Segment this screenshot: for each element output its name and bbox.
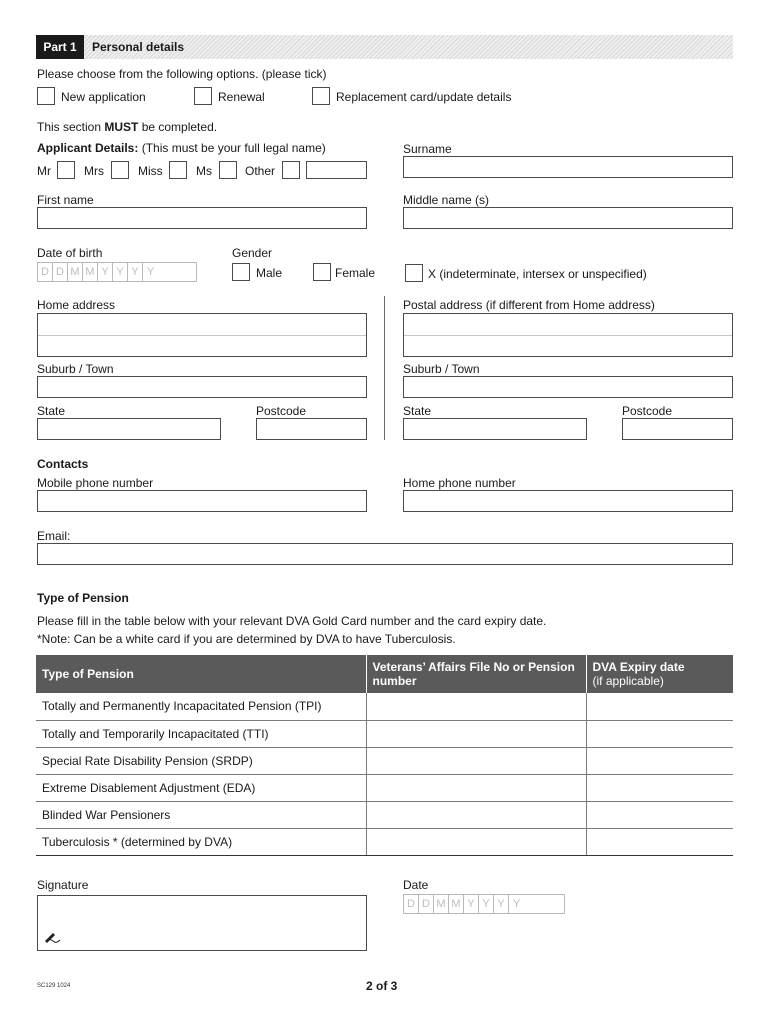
home-state-label: State xyxy=(37,404,66,418)
part-title: Personal details xyxy=(92,40,185,54)
dob-label: Date of birth xyxy=(37,246,103,260)
middle-name-label: Middle name (s) xyxy=(403,193,490,207)
postal-suburb-input[interactable] xyxy=(403,376,733,398)
title-mr-label: Mr xyxy=(37,164,51,178)
expiry-date-input[interactable] xyxy=(586,828,733,855)
file-number-input[interactable] xyxy=(366,747,586,774)
surname-input[interactable] xyxy=(403,156,733,178)
page-number: 2 of 3 xyxy=(366,979,398,993)
file-number-input[interactable] xyxy=(366,720,586,747)
renewal-label: Renewal xyxy=(218,90,265,104)
date-cell: M xyxy=(434,895,449,913)
home-postcode-input[interactable] xyxy=(256,418,367,440)
signature-label: Signature xyxy=(37,878,89,892)
email-label: Email: xyxy=(37,529,71,543)
date-cell: D xyxy=(404,895,419,913)
col-file-header: Veterans’ Affairs File No or Pension number xyxy=(366,655,586,693)
pension-heading: Type of Pension xyxy=(37,591,129,605)
mobile-input[interactable] xyxy=(37,490,367,512)
table-row xyxy=(36,774,733,801)
section-note: This section MUST be completed. xyxy=(37,120,218,134)
file-number-input[interactable] xyxy=(366,693,586,720)
options-prompt: Please choose from the following options. (please tick) xyxy=(37,67,327,81)
title-other-checkbox[interactable] xyxy=(282,161,300,179)
pension-type-cell: Totally and Temporarily Incapacitated (TTI) xyxy=(36,720,366,747)
expiry-date-input[interactable] xyxy=(586,774,733,801)
pension-note: *Note: Can be a white card if you are determined by DVA to have Tuberculosis. xyxy=(37,632,456,646)
pension-instruction: Please fill in the table below with your relevant DVA Gold Card number and the card expiry date. xyxy=(37,614,547,628)
renewal-checkbox[interactable] xyxy=(194,87,212,105)
table-row xyxy=(36,747,733,774)
part-header xyxy=(36,35,733,59)
pension-type-cell: Extreme Disablement Adjustment (EDA) xyxy=(36,774,366,801)
postal-postcode-label: Postcode xyxy=(622,404,673,418)
first-name-label: First name xyxy=(37,193,94,207)
date-cell: Y xyxy=(512,898,521,910)
email-input[interactable] xyxy=(37,543,733,565)
gender-male-label: Male xyxy=(256,266,283,280)
home-state-input[interactable] xyxy=(37,418,221,440)
date-cell: M xyxy=(449,895,464,913)
home-suburb-label: Suburb / Town xyxy=(37,362,114,376)
title-mrs-label: Mrs xyxy=(84,164,104,178)
title-mrs-checkbox[interactable] xyxy=(111,161,129,179)
dob-cell: Y xyxy=(98,263,113,281)
dob-input[interactable] xyxy=(37,262,197,282)
dob-cell: Y xyxy=(113,263,128,281)
home-suburb-input[interactable] xyxy=(37,376,367,398)
dob-cell: D xyxy=(53,263,68,281)
dob-cell: D xyxy=(38,263,53,281)
title-miss-checkbox[interactable] xyxy=(169,161,187,179)
home-address-label: Home address xyxy=(37,298,116,312)
date-cell: Y xyxy=(464,895,479,913)
postal-postcode-input[interactable] xyxy=(622,418,733,440)
title-other-label: Other xyxy=(245,164,276,178)
pension-table xyxy=(36,655,733,856)
postal-address-label: Postal address (if different from Home address) xyxy=(403,298,655,312)
pension-table-header xyxy=(36,655,733,693)
middle-name-input[interactable] xyxy=(403,207,733,229)
home-address-input[interactable] xyxy=(37,313,367,357)
title-mr-checkbox[interactable] xyxy=(57,161,75,179)
date-label: Date xyxy=(403,878,429,892)
pension-type-cell: Totally and Permanently Incapacitated Pension (TPI) xyxy=(36,693,366,720)
expiry-date-input[interactable] xyxy=(586,693,733,720)
address-divider xyxy=(384,296,385,440)
title-ms-checkbox[interactable] xyxy=(219,161,237,179)
file-number-input[interactable] xyxy=(366,828,586,855)
dob-cell: M xyxy=(83,263,98,281)
replacement-checkbox[interactable] xyxy=(312,87,330,105)
expiry-date-input[interactable] xyxy=(586,747,733,774)
dob-cell: M xyxy=(68,263,83,281)
new-application-label: New application xyxy=(61,90,146,104)
pension-type-cell: Special Rate Disability Pension (SRDP) xyxy=(36,747,366,774)
postal-suburb-label: Suburb / Town xyxy=(403,362,480,376)
date-cell: D xyxy=(419,895,434,913)
mobile-label: Mobile phone number xyxy=(37,476,154,490)
applicant-heading: Applicant Details: (This must be your full legal name) xyxy=(37,141,326,155)
gender-x-checkbox[interactable] xyxy=(405,264,423,282)
table-row xyxy=(36,828,733,855)
pen-icon xyxy=(44,930,62,946)
title-miss-label: Miss xyxy=(138,164,163,178)
home-postcode-label: Postcode xyxy=(256,404,307,418)
signature-date-input[interactable] xyxy=(403,894,565,914)
postal-state-label: State xyxy=(403,404,432,418)
title-ms-label: Ms xyxy=(196,164,212,178)
postal-address-input[interactable] xyxy=(403,313,733,357)
gender-x-label: X (indeterminate, intersex or unspecified) xyxy=(428,267,647,281)
gender-female-label: Female xyxy=(335,266,376,280)
dob-cell: Y xyxy=(128,263,143,281)
table-row xyxy=(36,693,733,720)
new-application-checkbox[interactable] xyxy=(37,87,55,105)
file-number-input[interactable] xyxy=(366,774,586,801)
col-type-header: Type of Pension xyxy=(36,655,366,693)
col-expiry-header: DVA Expiry date (if applicable) xyxy=(586,655,733,693)
dob-cell: Y xyxy=(146,266,155,278)
home-phone-input[interactable] xyxy=(403,490,733,512)
form-code: SC129 1024 xyxy=(37,983,71,989)
expiry-date-input[interactable] xyxy=(586,801,733,828)
pension-type-cell: Tuberculosis * (determined by DVA) xyxy=(36,828,366,855)
gender-male-checkbox[interactable] xyxy=(232,263,250,281)
table-row xyxy=(36,801,733,828)
date-cell: Y xyxy=(479,895,494,913)
pension-type-cell: Blinded War Pensioners xyxy=(36,801,366,828)
home-phone-label: Home phone number xyxy=(403,476,516,490)
table-row xyxy=(36,720,733,747)
gender-label: Gender xyxy=(232,246,273,260)
replacement-label: Replacement card/update details xyxy=(336,90,512,104)
file-number-input[interactable] xyxy=(366,801,586,828)
part-number: Part 1 xyxy=(36,35,84,59)
date-cell: Y xyxy=(494,895,509,913)
postal-state-input[interactable] xyxy=(403,418,587,440)
expiry-date-input[interactable] xyxy=(586,720,733,747)
signature-input[interactable] xyxy=(37,895,367,951)
first-name-input[interactable] xyxy=(37,207,367,229)
contacts-heading: Contacts xyxy=(37,457,89,471)
gender-female-checkbox[interactable] xyxy=(313,263,331,281)
surname-label: Surname xyxy=(403,142,452,156)
title-other-input[interactable] xyxy=(306,161,367,179)
